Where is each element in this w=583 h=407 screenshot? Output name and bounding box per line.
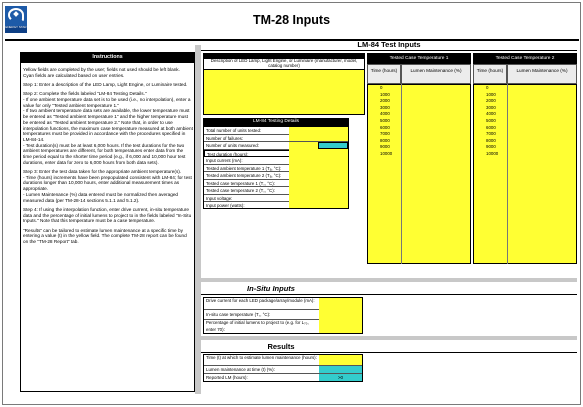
detail-label: Input current (mA): xyxy=(204,157,348,165)
time-cell[interactable]: 10000 xyxy=(380,150,393,156)
temp2-time-col: Time (hours) xyxy=(473,64,507,84)
temp2-lumen-col: Lumen Maintenance (%) xyxy=(507,64,577,84)
reported-lm-value: >0 xyxy=(319,374,362,381)
instruction-line: - Lumen Maintenance (%) data entered must be normalized then averaged measured data (per TM-28-14 sections 5.1.1 and 5.1.2). xyxy=(23,191,179,203)
time-cell[interactable]: 3000 xyxy=(486,104,496,110)
instructions-text xyxy=(23,67,193,248)
units-measured-input[interactable] xyxy=(289,142,318,149)
temp2-time-values xyxy=(486,85,498,158)
units-tested-input[interactable] xyxy=(289,127,348,141)
time-cell[interactable]: 3000 xyxy=(380,104,390,110)
temp1-time-col: Time (hours) xyxy=(367,64,401,84)
instruction-line: - Time (hours) increments have been prepopulated consistent with LM-84; for test durations longer than 10,000 hours, enter additional measurement times as appropriate. xyxy=(23,174,192,192)
instruction-step-1: Step 1: Enter a description of the LED Lamp, Light Engine, or Luminaire tested. xyxy=(23,82,188,87)
detail-label: Tested case temperature 2 (T꜀, °C): xyxy=(204,187,348,195)
insitu-label: In-situ case temperature (T꜀, °C): xyxy=(204,310,362,320)
results-label: Reported LM (hours): xyxy=(206,375,248,380)
instruction-line: Yellow fields are completed by the user; fields not used should be left blank. xyxy=(23,67,180,72)
time-t-input[interactable] xyxy=(319,355,362,365)
section-separator-insitu xyxy=(195,278,577,282)
instruction-results-note: "Results" can be tailored to estimate lumen maintenance at a specific time by entering a value (t) in the yellow field. The complete TM-28 report can be found on the "TM-28 Report" tab. xyxy=(23,227,187,244)
detail-label: Tested ambient temperature 2 (Tₐ, °C): xyxy=(204,172,348,180)
time-cell[interactable]: 0 xyxy=(486,85,489,90)
insitu-label: Percentage of initial lumens to project to (e.g. for L₇₀, enter 70): xyxy=(206,320,309,332)
time-cell[interactable]: 5000 xyxy=(380,117,390,123)
instruction-step-3: Step 3: Enter the test data taken for the appropriate ambient temperature(s). xyxy=(23,169,182,175)
detail-label: Total number of units tested: xyxy=(204,127,348,135)
time-cell[interactable]: 7000 xyxy=(380,131,390,137)
testing-details-header: LM-84 Testing Details xyxy=(203,118,349,126)
detail-label: Test duration (hours): xyxy=(204,150,348,158)
time-cell[interactable]: 8000 xyxy=(380,137,390,143)
time-cell[interactable]: 0 xyxy=(380,85,383,90)
description-input[interactable] xyxy=(203,69,365,115)
lm84-test-inputs-header: LM-84 Test Inputs xyxy=(357,40,421,49)
testing-details-inputs[interactable] xyxy=(289,149,348,208)
temp1-time-values xyxy=(380,85,392,158)
time-cell[interactable]: 4000 xyxy=(380,111,390,117)
results-header-rule xyxy=(201,352,577,353)
instructions-header: Instructions xyxy=(20,52,195,63)
temp1-col-divider xyxy=(401,84,402,264)
logo-caption: ENERGY STAR xyxy=(5,26,27,33)
lumen-maintenance-at-t xyxy=(319,366,362,373)
page-title: TM-28 Inputs xyxy=(252,13,331,27)
time-cell[interactable]: 4000 xyxy=(486,111,496,117)
results-label: Lumen maintenance at time (t) (%): xyxy=(204,366,362,374)
insitu-header: In-Situ Inputs xyxy=(247,284,295,293)
instruction-line: Cyan fields are calculated based on user entries. xyxy=(23,72,125,78)
temp1-header: Tested Case Temperature 1 xyxy=(367,53,471,64)
detail-label: Input voltage: xyxy=(204,195,348,203)
units-measured-calculated xyxy=(318,142,348,149)
time-cell[interactable]: 9000 xyxy=(486,144,496,150)
detail-label: Tested case temperature 1 (T꜀, °C): xyxy=(204,180,348,188)
instruction-line: - If one ambient temperature data set is to be used (i.e., no interpolation), enter a value for only "Tested ambient temperature 1." xyxy=(23,97,191,108)
time-cell[interactable]: 10000 xyxy=(486,150,499,156)
description-label: Description of LED Lamp, Light Engine, or Luminaire (manufacturer, model, catalog number) xyxy=(203,58,365,69)
temp1-lumen-col: Lumen Maintenance (%) xyxy=(401,64,471,84)
time-cell[interactable]: 1000 xyxy=(486,91,496,97)
insitu-label: Drive current for each LED package/array/module (mA): xyxy=(204,298,362,310)
time-cell[interactable]: 6000 xyxy=(380,124,390,130)
instruction-line: - If two ambient temperature data sets are available, the lower temperature must be entered as "Tested ambient temperature 1" and the higher temperature must be entered as "Tested ambient temperature 2." Note that, in order to use interpolation functions, the maximum case temperature measured at both ambient temperatures must be provided in accordance with the procedures specified in LM-84-14. xyxy=(23,108,193,142)
results-header: Results xyxy=(267,342,295,351)
detail-label: Tested ambient temperature 1 (Tₐ, °C): xyxy=(204,165,348,173)
temp2-header: Tested Case Temperature 2 xyxy=(473,53,577,64)
section-separator-results xyxy=(195,336,577,340)
results-label: Time (t) at which to estimate lumen maintenance (hours): xyxy=(204,355,362,366)
time-cell[interactable]: 6000 xyxy=(486,124,496,130)
time-cell[interactable]: 9000 xyxy=(380,144,390,150)
instruction-step-4: Step 4: If using the interpolation function, enter drive current, in-situ temperature data and the percentage of initial lumens to project to in the fields labeled "In-Situ Inputs." Note that this temperature must be a case temperature. xyxy=(23,206,192,224)
temp2-col-divider xyxy=(507,84,508,264)
detail-label: Number of units measured: xyxy=(204,142,348,150)
instruction-line: - Test duration(s) must be at least 6,000 hours. If the test durations for the two ambient temperatures are different, for both temperatures enter data from the time period equal to the shorter time period (e.g., if 6,000 and 10,000 hour test durations, enter data for zero to 6,000 hours from both data sets). xyxy=(23,142,186,165)
lm84-header-rule xyxy=(201,50,577,51)
time-cell[interactable]: 8000 xyxy=(486,137,496,143)
time-cell[interactable]: 1000 xyxy=(380,91,390,97)
time-cell[interactable]: 2000 xyxy=(486,98,496,104)
time-cell[interactable]: 7000 xyxy=(486,131,496,137)
time-cell[interactable]: 2000 xyxy=(380,98,390,104)
insitu-header-rule xyxy=(201,294,577,295)
detail-label: Number of failures: xyxy=(204,135,348,143)
time-cell[interactable]: 5000 xyxy=(486,117,496,123)
detail-label: Input power (watts): xyxy=(206,203,245,208)
instruction-step-2: Step 2: Complete the fields labeled "LM-84 Testing Details." xyxy=(23,91,147,97)
insitu-inputs[interactable] xyxy=(319,298,362,333)
